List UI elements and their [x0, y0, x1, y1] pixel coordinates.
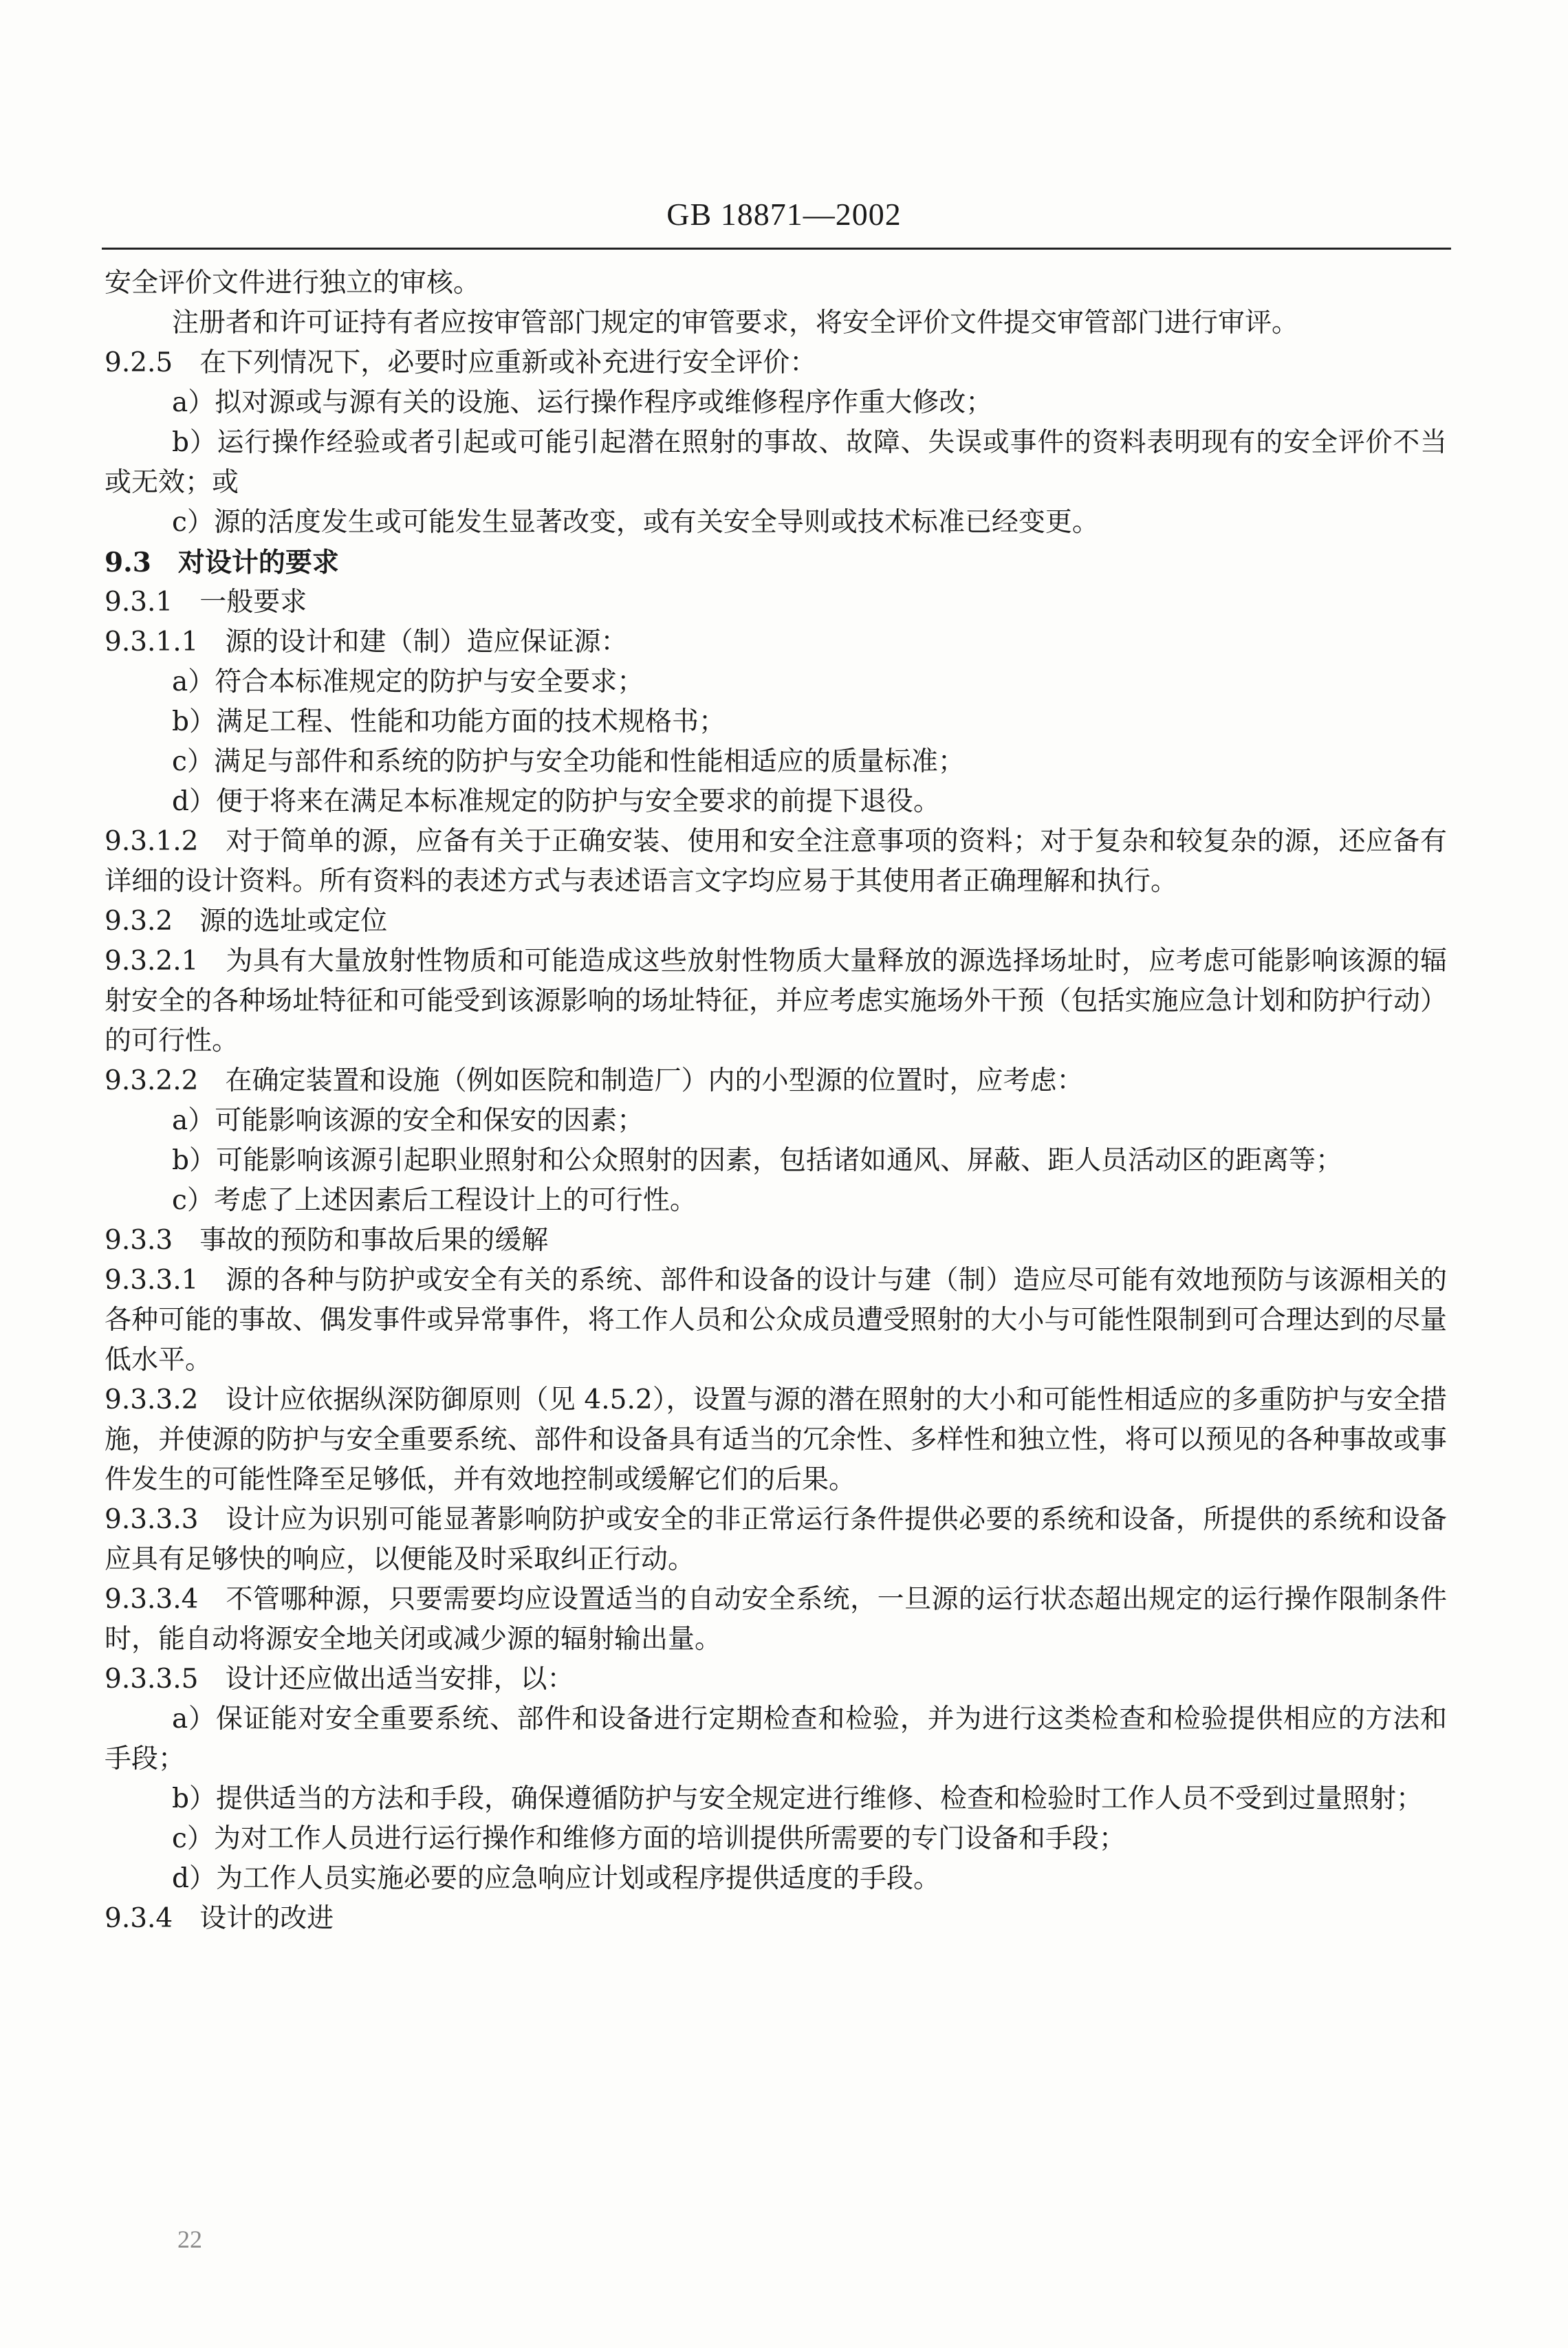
list-item: b）可能影响该源引起职业照射和公众照射的因素，包括诸如通风、屏蔽、距人员活动区的距离等；	[172, 1145, 1342, 1176]
list-item: a）符合本标准规定的防护与安全要求；	[172, 666, 644, 697]
clause-9-3-3-1: 9.3.3.1 源的各种与防护或安全有关的系统、部件和设备的设计与建（制）造应尽可能有效地预防与该源相关的各种可能的事故、偶发事件或异常事件，将工作人员和公众成员遭受照射的大小与可能性限制到可合理达到的尽量低水平。	[105, 1265, 1447, 1376]
clause-9-3-1-1: 9.3.1.1 源的设计和建（制）造应保证源：	[105, 627, 628, 657]
clause-9-3-3-2: 9.3.3.2 设计应依据纵深防御原则（见 4.5.2），设置与源的潜在照射的大小和可能性相适应的多重防护与安全措施，并使源的防护与安全重要系统、部件和设备具有适当的冗余性、多样性和独立性，将可以预见的各种事故或事件发生的可能性降至足够低，并有效地控制或缓解它们的后果。	[105, 1384, 1447, 1495]
list-item: b）提供适当的方法和手段，确保遵循防护与安全规定进行维修、检查和检验时工作人员不受到过量照射；	[172, 1783, 1423, 1814]
list-item: c）源的活度发生或可能发生显著改变，或有关安全导则或技术标准已经变更。	[172, 507, 1099, 538]
standard-header: GB 18871—2002	[666, 197, 902, 232]
list-item: c）满足与部件和系统的防护与安全功能和性能相适应的质量标准；	[172, 746, 965, 777]
clause-9-3-3: 9.3.3 事故的预防和事故后果的缓解	[105, 1225, 549, 1256]
document-body	[105, 263, 1447, 1939]
clause-9-3-3-5: 9.3.3.5 设计还应做出适当安排，以：	[105, 1664, 574, 1695]
clause-9-3-1: 9.3.1 一般要求	[105, 587, 307, 618]
list-item: a）拟对源或与源有关的设施、运行操作程序或维修程序作重大修改；	[172, 387, 993, 418]
list-item: c）为对工作人员进行运行操作和维修方面的培训提供所需要的专门设备和手段；	[172, 1823, 1126, 1854]
clause-9-3-2: 9.3.2 源的选址或定位	[105, 906, 388, 937]
list-item: c）考虑了上述因素后工程设计上的可行性。	[172, 1185, 697, 1216]
header-rule	[102, 248, 1451, 250]
clause-9-3-4: 9.3.4 设计的改进	[105, 1903, 334, 1934]
paragraph: 安全评价文件进行独立的审核。	[105, 268, 481, 298]
list-item: b）满足工程、性能和功能方面的技术规格书；	[172, 706, 726, 737]
clause-9-2-5: 9.2.5 在下列情况下，必要时应重新或补充进行安全评价：	[105, 347, 817, 378]
list-item: d）便于将来在满足本标准规定的防护与安全要求的前提下退役。	[172, 786, 940, 817]
clause-9-3-2-2: 9.3.2.2 在确定装置和设施（例如医院和制造厂）内的小型源的位置时，应考虑：	[105, 1065, 1084, 1096]
paragraph: 注册者和许可证持有者应按审管部门规定的审管要求，将安全评价文件提交审管部门进行审评。	[172, 307, 1299, 338]
list-item: a）可能影响该源的安全和保安的因素；	[172, 1105, 644, 1136]
section-heading-9-3: 9.3 对设计的要求	[105, 547, 339, 578]
clause-9-3-3-4: 9.3.3.4 不管哪种源，只要需要均应设置适当的自动安全系统，一旦源的运行状态超出规定的运行操作限制条件时，能自动将源安全地关闭或减少源的辐射输出量。	[105, 1584, 1447, 1655]
clause-9-3-2-1: 9.3.2.1 为具有大量放射性物质和可能造成这些放射性物质大量释放的源选择场址时，应考虑可能影响该源的辐射安全的各种场址特征和可能受到该源影响的场址特征，并应考虑实施场外干预（包括实施应急计划和防护行动）的可行性。	[105, 946, 1447, 1056]
page-number: 22	[177, 2226, 202, 2253]
clause-9-3-1-2: 9.3.1.2 对于简单的源，应备有关于正确安装、使用和安全注意事项的资料；对于复杂和较复杂的源，还应备有详细的设计资料。所有资料的表述方式与表述语言文字均应易于其使用者正确理解和执行。	[105, 826, 1447, 897]
list-item: b）运行操作经验或者引起或可能引起潜在照射的事故、故障、失误或事件的资料表明现有的安全评价不当或无效；或	[105, 427, 1447, 498]
list-item: a）保证能对安全重要系统、部件和设备进行定期检查和检验，并为进行这类检查和检验提供相应的方法和手段；	[105, 1704, 1447, 1774]
list-item: d）为工作人员实施必要的应急响应计划或程序提供适度的手段。	[172, 1863, 940, 1894]
clause-9-3-3-3: 9.3.3.3 设计应为识别可能显著影响防护或安全的非正常运行条件提供必要的系统和设备，所提供的系统和设备应具有足够快的响应，以便能及时采取纠正行动。	[105, 1504, 1447, 1575]
